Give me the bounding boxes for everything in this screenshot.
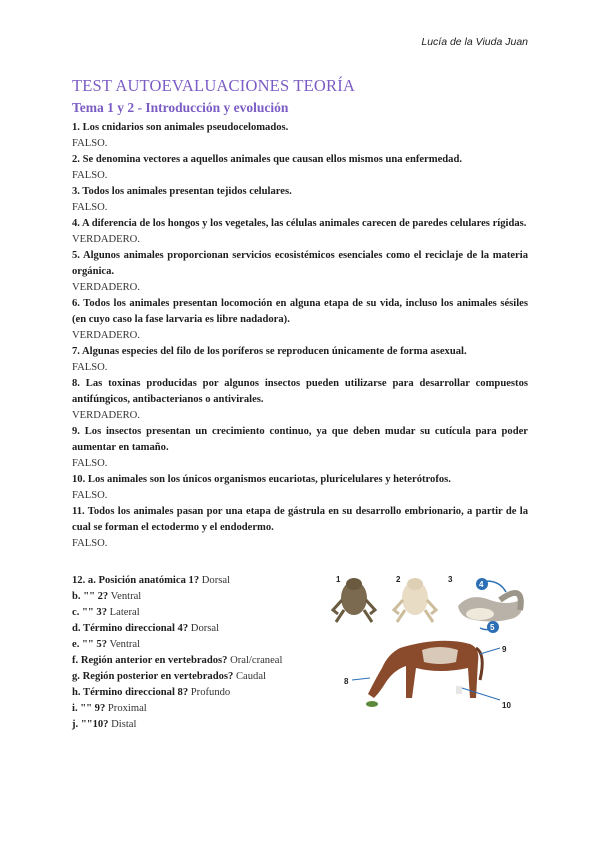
question-text: 5. Algunos animales proporcionan servicios ecosistémicos esenciales como el reciclaje de la materia orgánica. xyxy=(72,250,528,277)
q12-item-question: i. "" 9? xyxy=(72,703,106,714)
q12-item-answer: Dorsal xyxy=(199,575,231,586)
question-12-list xyxy=(72,573,322,733)
figure-label-2: 2 xyxy=(396,575,401,584)
doc-title: TEST AUTOEVALUACIONES TEORÍA xyxy=(72,76,356,95)
anatomy-figure xyxy=(330,570,530,720)
q12-item-answer: Ventral xyxy=(107,639,141,650)
q12-item xyxy=(72,621,322,637)
answer-text: VERDADERO. xyxy=(72,330,140,341)
q12-item-answer: Distal xyxy=(108,719,137,730)
question-list xyxy=(72,120,528,552)
figure-label-3: 3 xyxy=(448,575,453,584)
figure-label-1: 1 xyxy=(336,575,341,584)
q12-item xyxy=(72,589,322,605)
q12-item-answer: Profundo xyxy=(188,687,231,698)
answer-text: FALSO. xyxy=(72,202,108,213)
answer-text: FALSO. xyxy=(72,538,108,549)
q12-item-question: c. "" 3? xyxy=(72,607,108,618)
section-title: Tema 1 y 2 - Introducción y evolución xyxy=(72,100,289,115)
figure-label-4: 4 xyxy=(479,580,484,589)
question-text: 11. Todos los animales pasan por una etapa de gástrula en su desarrollo embrionario, a partir de la cual se forman el ectodermo y el endodermo. xyxy=(72,506,528,533)
q12-item xyxy=(72,685,322,701)
q12-item xyxy=(72,701,322,717)
q12-item-question: 12. a. Posición anatómica 1? xyxy=(72,575,200,586)
q12-item-answer: Dorsal xyxy=(188,623,220,634)
q12-item-question: f. Región anterior en vertebrados? xyxy=(72,655,228,666)
answer-text: VERDADERO. xyxy=(72,234,140,245)
question-text: 8. Las toxinas producidas por algunos insectos pueden utilizarse para desarrollar compuestos antifúngicos, antibacterianos o antivirales. xyxy=(72,378,528,405)
q12-item-answer: Oral/craneal xyxy=(227,655,283,666)
q12-item-question: h. Término direccional 8? xyxy=(72,687,189,698)
q12-item-question: e. "" 5? xyxy=(72,639,108,650)
answer-text: FALSO. xyxy=(72,170,108,181)
answer-text: VERDADERO. xyxy=(72,282,140,293)
q12-item-question: b. "" 2? xyxy=(72,591,109,602)
figure-label-10: 10 xyxy=(502,701,511,710)
document-body xyxy=(72,76,528,552)
q12-item xyxy=(72,717,322,733)
answer-text: FALSO. xyxy=(72,138,108,149)
figure-label-5: 5 xyxy=(490,623,495,632)
q12-item-question: j. ""10? xyxy=(72,719,109,730)
q12-item xyxy=(72,605,322,621)
q12-item-answer: Proximal xyxy=(105,703,147,714)
question-text: 3. Todos los animales presentan tejidos celulares. xyxy=(72,186,292,197)
figure-label-8: 8 xyxy=(344,677,349,686)
question-text: 10. Los animales son los únicos organismos eucariotas, pluricelulares y heterótrofos. xyxy=(72,474,451,485)
header-author: Lucía de la Viuda Juan xyxy=(421,36,528,48)
figure-label-9: 9 xyxy=(502,645,507,654)
question-text: 9. Los insectos presentan un crecimiento continuo, ya que deben mudar su cutícula para poder aumentar en tamaño. xyxy=(72,426,528,453)
q12-item xyxy=(72,573,322,589)
answer-text: FALSO. xyxy=(72,490,108,501)
question-text: 2. Se denomina vectores a aquellos animales que causan ellos mismos una enfermedad. xyxy=(72,154,463,165)
frog-dorsal-illustration xyxy=(333,578,375,622)
q12-item-answer: Ventral xyxy=(108,591,142,602)
q12-item-question: g. Región posterior en vertebrados? xyxy=(72,671,234,682)
question-text: 1. Los cnidarios son animales pseudocelomados. xyxy=(72,122,289,133)
question-text: 7. Algunas especies del filo de los poríferos se reproducen únicamente de forma asexual. xyxy=(72,346,467,357)
q12-item-answer: Lateral xyxy=(107,607,140,618)
answer-text: FALSO. xyxy=(72,362,108,373)
question-text: 6. Todos los animales presentan locomoción en alguna etapa de su vida, incluso los animales sésiles (en cuyo caso la fase larvaria es libre nadadora). xyxy=(72,298,528,325)
answer-text: VERDADERO. xyxy=(72,410,140,421)
q12-item xyxy=(72,653,322,669)
q12-item-question: d. Término direccional 4? xyxy=(72,623,189,634)
q12-item xyxy=(72,637,322,653)
q12-item xyxy=(72,669,322,685)
question-text: 4. A diferencia de los hongos y los vegetales, las células animales carecen de paredes celulares rígidas. xyxy=(72,218,527,229)
horse-illustration xyxy=(352,641,500,707)
frog-ventral-illustration xyxy=(394,578,436,622)
q12-item-answer: Caudal xyxy=(233,671,266,682)
answer-text: FALSO. xyxy=(72,458,108,469)
